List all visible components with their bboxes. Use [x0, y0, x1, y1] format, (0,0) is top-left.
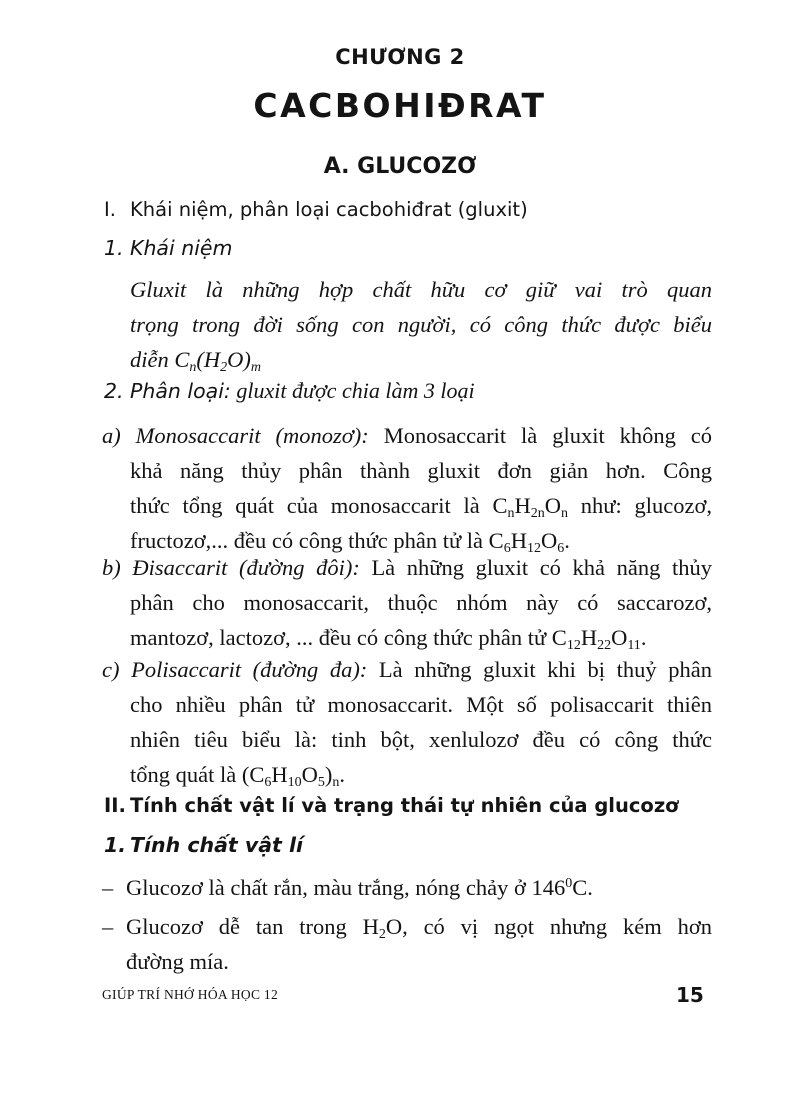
heading-number: II.	[104, 794, 126, 817]
footer-book-title: GIÚP TRÍ NHỚ HÓA HỌC 12	[102, 987, 279, 1002]
formula-line: thức tổng quát của monosaccarit là $C_nH_{2n}O_n$ như: glucozơ,	[130, 493, 712, 521]
chapter-title: CACBOHIĐRAT	[253, 86, 547, 125]
heading-subsection-1-1	[104, 236, 232, 260]
paragraph-disaccarit	[102, 550, 712, 585]
formula-line: diễn $C_n(H_2O)_m$	[130, 347, 261, 375]
paragraph-monosaccarit-cont	[130, 453, 712, 558]
text-line: trọng trong đời sống con người, có công thức được biểu	[130, 312, 712, 337]
heading-number: 1.	[104, 236, 124, 260]
formula-line: fructozơ,... đều có công thức phân tử là $C_6H_{12}O_6$.	[130, 528, 570, 556]
heading-number: I.	[104, 198, 116, 221]
heading-text: Khái niệm, phân loại cacbohiđrat (gluxit)	[130, 198, 528, 221]
heading-text: Phân loại:	[130, 379, 231, 403]
paragraph-polisaccarit-cont	[130, 687, 712, 792]
bullet-dash: –	[102, 914, 114, 939]
formula-line: tổng quát là $(C_6H_{10}O_5)_n$.	[130, 762, 345, 790]
bullet-item	[102, 909, 712, 979]
bullet-text: Glucozơ dễ tan trong $H_2O$, có vị ngọt nhưng kém hơn	[126, 914, 712, 942]
page-number: 15	[676, 983, 704, 1007]
chapter-label: CHƯƠNG 2	[335, 45, 465, 69]
paragraph-monosaccarit	[102, 418, 712, 453]
text-line: Gluxit là những hợp chất hữu cơ giữ vai trò quan	[130, 277, 712, 302]
text-line: nhiên tiêu biểu là: tinh bột, xenlulozơ đều có công thức	[130, 727, 712, 752]
text-line: c) Polisaccarit (đường đa): Là những gluxit khi bị thuỷ phân	[102, 657, 712, 682]
text-line: a) Monosaccarit (monozơ): Monosaccarit là gluxit không có	[102, 423, 712, 448]
heading-section-1	[104, 198, 528, 221]
section-heading: A. GLUCOZƠ	[323, 154, 477, 179]
bullet-text: Glucozơ là chất rắn, màu trắng, nóng chảy ở $146^0C$.	[126, 875, 593, 900]
heading-subsection-1-2	[104, 378, 475, 404]
text-line: phân cho monosaccarit, thuộc nhóm này có saccarozơ,	[130, 590, 712, 615]
text-line: cho nhiều phân tử monosaccarit. Một số polisaccarit thiên	[130, 692, 712, 717]
bullet-dash: –	[102, 875, 114, 900]
heading-number: 1.	[104, 833, 127, 857]
heading-text: Tính chất vật lí	[130, 833, 304, 857]
paragraph-polisaccarit	[102, 652, 712, 687]
heading-text: Khái niệm	[130, 236, 233, 260]
definition-paragraph	[130, 272, 712, 377]
heading-text: Tính chất vật lí và trạng thái tự nhiên của glucozơ	[130, 794, 679, 817]
text-line: b) Đisaccarit (đường đôi): Là những gluxit có khả năng thủy	[102, 555, 712, 580]
text-line: khả năng thủy phân thành gluxit đơn giản hơn. Công	[130, 458, 712, 483]
formula-line: mantozơ, lactozơ, ... đều có công thức phân tử $C_{12}H_{22}O_{11}$.	[130, 625, 647, 653]
heading-number: 2.	[104, 379, 124, 403]
heading-rest: gluxit được chia làm 3 loại	[230, 378, 475, 403]
heading-subsection-2-1	[104, 833, 303, 857]
heading-section-2	[104, 794, 679, 817]
bullet-text-continued: đường mía.	[126, 949, 229, 974]
paragraph-disaccarit-cont	[130, 585, 712, 655]
